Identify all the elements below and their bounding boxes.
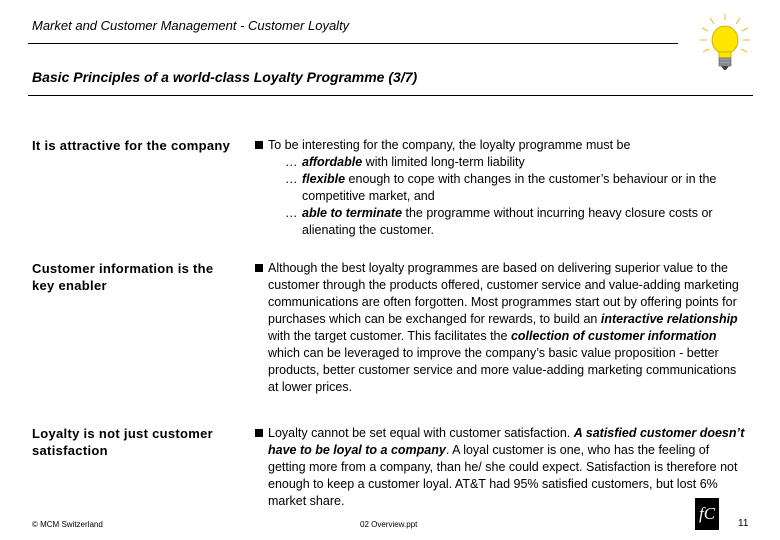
sub-item-emphasis: able to terminate [302, 206, 403, 220]
emphasis-text: collection of customer information [510, 329, 717, 343]
lightbulb-icon [698, 12, 752, 74]
bullet-item [255, 260, 745, 396]
ellipsis-marker: … [285, 172, 298, 186]
section-loyalty-satisfaction [255, 425, 745, 510]
bullet-item [255, 137, 745, 154]
header-rule [28, 43, 678, 44]
sub-item-text: the programme without incurring heavy closure costs or alienating the customer. [302, 206, 713, 237]
footer-copyright: © MCM Switzerland [32, 520, 103, 529]
emphasis-text: A satisfied customer doesn’t have to be loyal to a company [268, 426, 745, 457]
row-label-attractive: It is attractive for the company [32, 138, 231, 153]
sub-item-emphasis: flexible [302, 172, 346, 186]
bullet-text: which can be leveraged to improve the company’s basic value proposition - better products, better customer service and more value-adding marketing communications at lower prices. [268, 346, 737, 394]
section-customer-information [255, 260, 745, 396]
square-bullet-icon [255, 264, 263, 272]
emphasis-text: interactive relationship [600, 312, 738, 326]
bullet-text: Although the best loyalty programmes are based on delivering superior value to the customer through the products offered, customer service and value-adding marketing communications are often forgotten. Most programmes start out by offering points for purchases which can be exchanged for rewards, to build an [268, 261, 739, 326]
page-number: 11 [738, 518, 749, 529]
section-attractive [255, 137, 745, 239]
sub-item-affordable [255, 154, 745, 171]
bullet-text: . A loyal customer is one, who has the feeling of getting more from a company, than he/ she could expect. Satisfaction is therefore not enough to keep a customer loyal. AT&T had 95% satisfied customers, but lost 6% market share. [268, 443, 738, 508]
square-bullet-icon [255, 141, 263, 149]
sub-item-text: enough to cope with changes in the customer’s behaviour or in the competitive market, and [302, 172, 717, 203]
subtitle-rule [28, 95, 753, 96]
sub-item-emphasis: affordable [302, 155, 363, 169]
row-label-customer-information: Customer information is the key enabler [32, 261, 214, 293]
company-logo: fC [695, 498, 719, 530]
bullet-text: with the target customer. This facilitates the [268, 329, 511, 343]
ellipsis-marker: … [285, 206, 298, 220]
square-bullet-icon [255, 429, 263, 437]
footer-filename: 02 Overview.ppt [360, 520, 418, 529]
sub-item-text: with limited long-term liability [362, 155, 525, 169]
sub-item-terminate [255, 205, 745, 239]
bullet-text: Loyalty cannot be set equal with customer satisfaction. [268, 426, 574, 440]
row-label-loyalty-satisfaction: Loyalty is not just customer satisfaction [32, 426, 214, 458]
ellipsis-marker: … [285, 155, 298, 169]
bullet-item [255, 425, 745, 510]
bullet-text: To be interesting for the company, the loyalty programme must be [268, 138, 631, 152]
page-subtitle: Basic Principles of a world-class Loyalty Programme (3/7) [32, 69, 418, 85]
sub-item-flexible [255, 171, 745, 205]
header-title: Market and Customer Management - Customer Loyalty [32, 18, 350, 33]
